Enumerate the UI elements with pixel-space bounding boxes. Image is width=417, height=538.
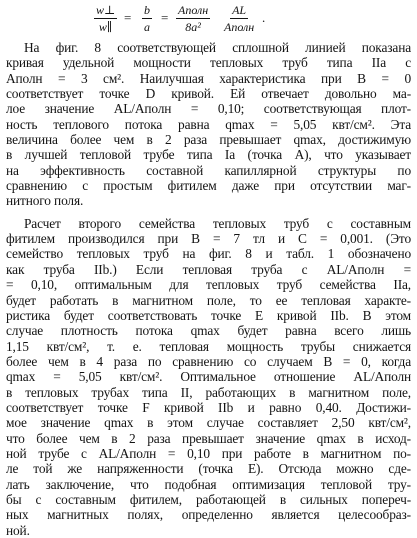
text-line: ной трубе с AL/Aполн = 0,10 при работе в магнитном по- — [6, 445, 411, 461]
fraction-denominator: 8a² — [185, 20, 201, 34]
text-line: нитного поля. — [6, 193, 84, 209]
text-line: бы с составным фитилем, работающей в сильных попереч- — [6, 491, 411, 507]
text-line: лое значение AL/Aполн = 0,10; соответствующая плот- — [6, 101, 411, 117]
fraction-numerator: Aполн — [178, 3, 209, 17]
fraction-numerator: AL — [232, 3, 247, 17]
text-line: лать заключение, что подобная оптимизация тепловой тру- — [6, 476, 411, 492]
paragraph-1 — [6, 40, 411, 209]
paragraph-2 — [6, 216, 411, 538]
fraction-denominator: Aполн — [224, 20, 255, 34]
text-line: будет работать в магнитном поле, то ее тепловая характе- — [6, 292, 411, 308]
text-line: ных магнитных полях, определенно является целесообраз- — [6, 507, 411, 523]
fraction-denominator: w∥ — [98, 20, 113, 34]
text-line: Aполн = 3 см². Наилучшая характеристика при B = 0 — [6, 70, 411, 86]
paragraph-gap — [6, 209, 411, 216]
fraction-numerator: b — [144, 3, 150, 17]
text-line: кривая удельной мощности тепловых труб типа IIа с — [6, 55, 411, 71]
fraction-w-ratio — [94, 3, 117, 34]
fraction-b-over-a — [142, 3, 152, 34]
text-line: в тепловых трубах типа II, работающих в магнитном поле, — [6, 384, 411, 400]
text-line: более чем в 4 раза по сравнению со случаем B = 0, когда — [6, 353, 411, 369]
text-line: соответствует точке D кривой. Ей отвечает довольно ма- — [6, 86, 411, 102]
fraction-numerator: w⊥ — [96, 3, 116, 17]
text-line: что более чем в 2 раза превышает значение qmax в исход- — [6, 430, 411, 446]
text-line: на эффективность составной капиллярной структуры по — [6, 162, 411, 178]
fraction-denominator: a — [144, 20, 150, 34]
fraction-area-ratio — [176, 3, 210, 34]
text-line: случае плотность потока qmax будет равна всего лишь — [6, 323, 411, 339]
text-line: 1,15 квт/см², т. е. тепловая мощность трубы снижается — [6, 338, 411, 354]
text-line: ной. — [6, 522, 30, 538]
text-line: = 0,10, оптимальным для тепловых труб семейства IIа, — [6, 277, 411, 293]
text-line: На фиг. 8 соответствующей сплошной линией показана — [24, 40, 411, 55]
equals-sign: = — [124, 10, 132, 25]
text-line: соответствует точке F кривой IIb и равно 0,40. Достижи- — [6, 399, 411, 415]
text-line: мое значение qmax в этом случае составляет 2,50 квт/см², — [6, 415, 411, 431]
formula — [6, 0, 411, 40]
text-line: Расчет второго семейства тепловых труб с составным — [24, 215, 411, 231]
text-line: семейство тепловых труб на фиг. 8 и табл. 1 обозначено — [6, 246, 411, 262]
equals-sign: = — [161, 10, 169, 25]
text-line: фитилем производился при B = 7 тл и C = 0,001. (Это — [6, 231, 411, 247]
text-line: сравнению с простым фитилем даже при отсутствии маг- — [6, 178, 411, 194]
text-line: как труба IIb.) Если тепловая труба с AL/Aполн = — [6, 261, 411, 277]
text-line: ность теплового потока равна qmax = 5,05 квт/см². Эта — [6, 116, 411, 132]
fraction-al-ratio — [224, 3, 254, 34]
formula-period: . — [262, 10, 266, 25]
text-line: величина более чем в 2 раза превышает qmax, достижимую — [6, 132, 411, 148]
text-line: в лучшей тепловой трубе типа Iа (точка A), что указывает — [6, 147, 411, 163]
text-line: qmax = 5,05 квт/см². Оптимальное отношение AL/Aполн — [6, 369, 411, 385]
text-line: ле той же напряженности (точка E). Отсюда можно сде- — [6, 461, 411, 477]
text-line: ристика будет соответствовать точке E кривой IIb. В этом — [6, 307, 411, 323]
